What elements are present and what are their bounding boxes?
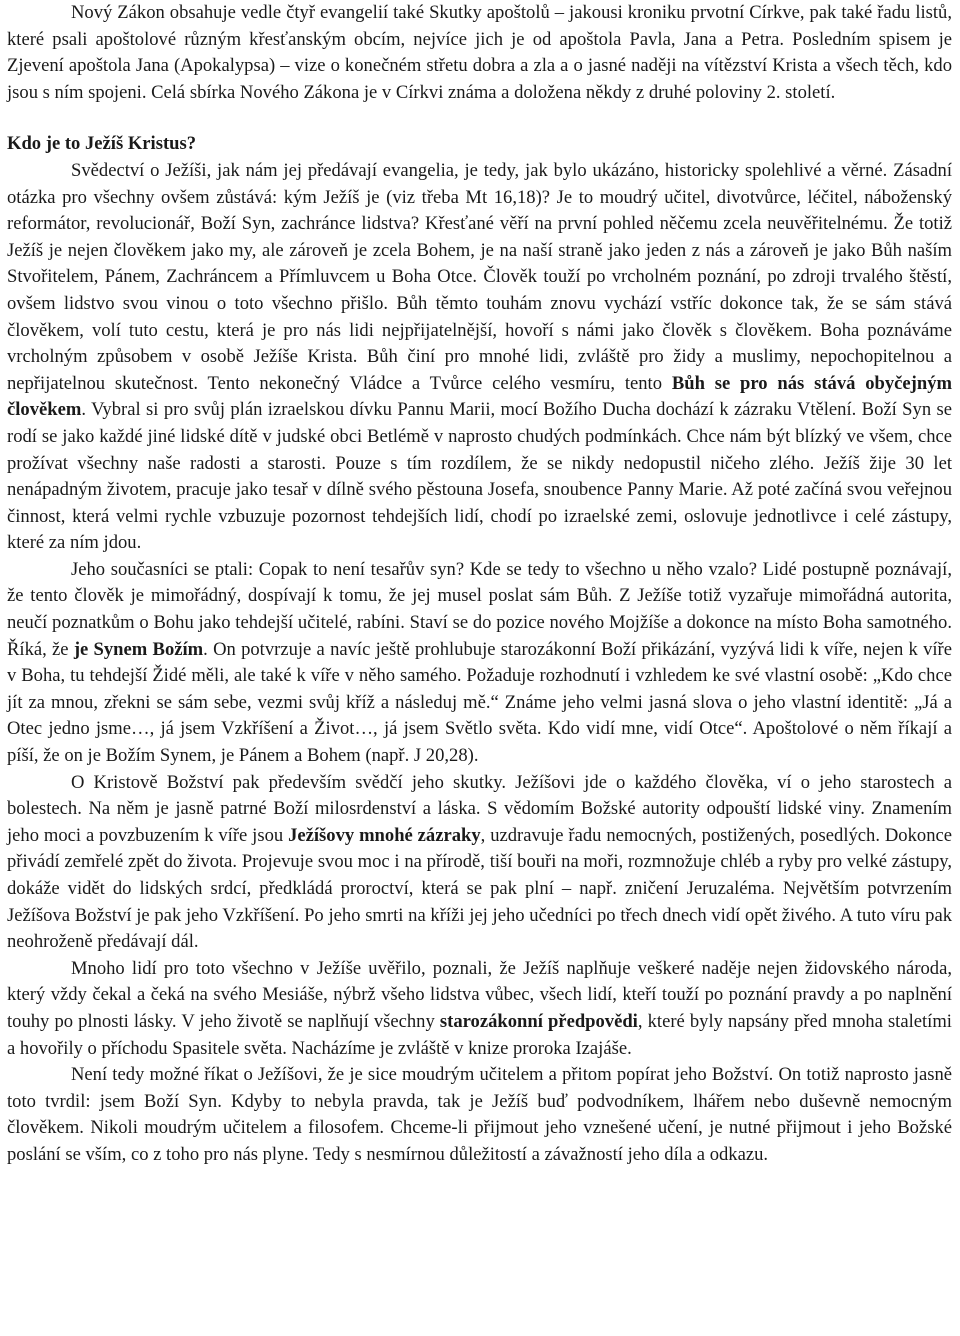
text-run: Mnoho lidí pro toto všechno v Ježíše uvěřilo, poznali, že Ježíš naplňuje veškeré naděje nejen židovského národa, který vždy čekal a čeká na svého Mesiáše, nýbrž všeho lidstva vůbec, všech lidí, kteří touží po poznání pravdy a po naplnění touhy po plnosti lásky. V jeho životě se naplňují všechny [7,957,952,1032]
text-run: Svědectví o Ježíši, jak nám jej předávají evangelia, je tedy, jak bylo ukázáno, historicky spolehlivé a věrné. Zásadní otázka pro všechny ovšem zůstává: kým Ježíš je (viz třeba Mt 16,18)? Je to moudrý učitel, divotvůrce, léčitel, náboženský reformátor, revolucionář, Boží Syn, zachránce lidstva? Křesťané věří na první pohled něčemu zcela neuvěřitelnému. Že totiž Ježíš je nejen člověkem jako my, ale zároveň je zcela Bohem, je na naší straně jako jeden z nás a zároveň je jako Bůh naším Stvořitelem, Pánem, Zachráncem a Přímluvcem u Boha Otce. Člověk touží po vrcholném poznání, po zdroji trvalého štěstí, ovšem lidstvo svou vinou o toto všechno přišlo. Bůh těmto touhám znovu vychází vstříc dokonce tak, že se sám stává člověkem, volí tuto cestu, která je pro nás lidi nejpřijatelnější, hovoří s námi jako člověk s člověkem. Boha poznáváme vrcholným způsobem v osobě Ježíše Krista. Bůh činí pro mnohé lidi, zvláště pro židy a muslimy, nepochopitelnou a nepřijatelnou skutečnost. Tento nekonečný Vládce a Tvůrce celého vesmíru, tento [7,159,952,394]
text-run: Jeho současníci se ptali: Copak to není tesařův syn? Kde se tedy to všechno u něho vzalo? Lidé postupně poznávají, že tento člověk je mimořádný, dospívají k tomu, že jej musel poslat sám Bůh. Z Ježíše totiž vyzařuje mimořádná autorita, neučí poznatkům o Bohu jako tehdejší učitelé, rabíni. Staví se do pozice nového Mojžíše a dokonce na místo Boha samotného. Říká, že [7,558,952,660]
bold-emphasis-text: je Synem Božím [73,638,204,660]
bold-emphasis-text: Bůh se pro nás stává obyčejným člověkem [7,372,952,421]
text-run: . Vybral si pro svůj plán izraelskou dívku Pannu Marii, mocí Božího Ducha dochází k zázraku Vtělení. Boží Syn se rodí se jako každé jiné lidské dítě v judské obci Betlémě v naprosto chudých podmínkách. Chce nám být blízký ve všem, chce prožívat všechny naše radosti a starosti. Pouze s tím rozdílem, že se nikdy nedopustil ničeho zlého. Ježíš žije 30 let nenápadným životem, pracuje jako tesař v dílně svého pěstouna Josefa, snoubence Panny Marie. Až poté začíná svou veřejnou činnost, která velmi rychle vzbuzuje pozornost tehdejších lidí, chodí po izraelské zemi, oslovuje jednotlivce i celé zástupy, které za ním jdou. [7,399,952,554]
text-run: , které byly napsány před mnoha staletími a hovořily o příchodu Spasitele světa. Nacházíme je zvláště v knize proroka Izajáše. [7,1010,952,1059]
text-run: O Kristově Božství pak především svědčí jeho skutky. Ježíšovi jde o každého člověka, ví o jeho starostech a bolestech. Na něm je jasně patrné Boží milosrdenství a láska. S vědomím Božské autority odpouští lidské viny. Znamením jeho moci a povzbuzením k víře jsou [7,771,952,846]
paragraph-new-testament [7,0,952,106]
text-run: , uzdravuje řadu nemocných, postižených, posedlých. Dokonce přivádí zemřelé zpět do života. Projevuje svou moc i na přírodě, tiší bouři na moři, rozmnožuje chléb a ryby pro velké zástupy, dokáže vidět do lidských srdcí, předkládá proroctví, která se pak plní – např. zničení Jeruzaléma. Největším potvrzením Ježíšova Božství je pak jeho Vzkříšení. Po jeho smrti na kříži jej jeho učedníci po třech dnech vidí opět živého. A tuto víru pak neohroženě předávají dál. [7,824,952,953]
text-run: Nový Zákon obsahuje vedle čtyř evangelií také Skutky apoštolů – jakousi kroniku prvotní Církve, pak také řadu listů, které psali apoštolové různým křesťanským obcím, nejvíce jich je od apoštola Pavla, Jana a Petra. Posledním spisem je Zjevení apoštola Jana (Apokalypsa) – vize o konečném střetu dobra a zla a o jasné naději na vítězství Krista a všech těch, kdo jsou s ním spojeni. Celá sbírka Nového Zákona je v Církvi známa a doložena někdy z druhé poloviny 2. století. [7,2,952,103]
text-run: Není tedy možné říkat o Ježíšovi, že je sice moudrým učitelem a přitom popírat jeho Božství. On totiž naprosto jasně toto tvrdil: jsem Boží Syn. Kdyby to nebyla pravda, tak je Ježíš buď podvodníkem, lhářem nebo duševně nemocným člověkem. Nikoli moudrým učitelem a filosofem. Chceme-li přijmout jeho vznešené učení, je nutné přijmout i jeho Božské poslání se vším, co z toho pro nás plyne. Tedy s nesmírnou důležitostí a závažností jeho díla a odkazu. [7,1064,952,1165]
paragraph-conclusion [7,1062,952,1168]
bold-emphasis-text: Ježíšovy mnohé zázraky [288,824,481,846]
paragraph-prophecies [7,956,952,1062]
text-run: . On potvrzuje a navíc ještě prohlubuje starozákonní Boží přikázání, vyzývá lidi k víře, nejen k víře v Boha, tu tehdejší Židé měli, ale také k víře v něho samého. Požaduje rozhodnutí i vzhledem ke své vlastní osobě: „Kdo chce jít za mnou, zřekni se sám sebe, vezmi svůj kříž a následuj mě.“ Známe jeho velmi jasná slova o jeho vlastní identitě: „Já a Otec jedno jsme…, já jsem Vzkříšení a Život…, já jsem Světlo světa. Kdo vidí mne, vidí Otce“. Apoštolové o něm říkají a píší, že on je Božím Synem, je Pánem a Bohem (např. J 20,28). [7,638,952,767]
section-heading: Kdo je to Ježíš Kristus? [7,133,197,155]
paragraph-contemporaries [7,557,952,770]
paragraph-divinity-deeds [7,770,952,956]
paragraph-testimony [7,158,952,557]
bold-emphasis-text: starozákonní předpovědi [439,1010,638,1032]
